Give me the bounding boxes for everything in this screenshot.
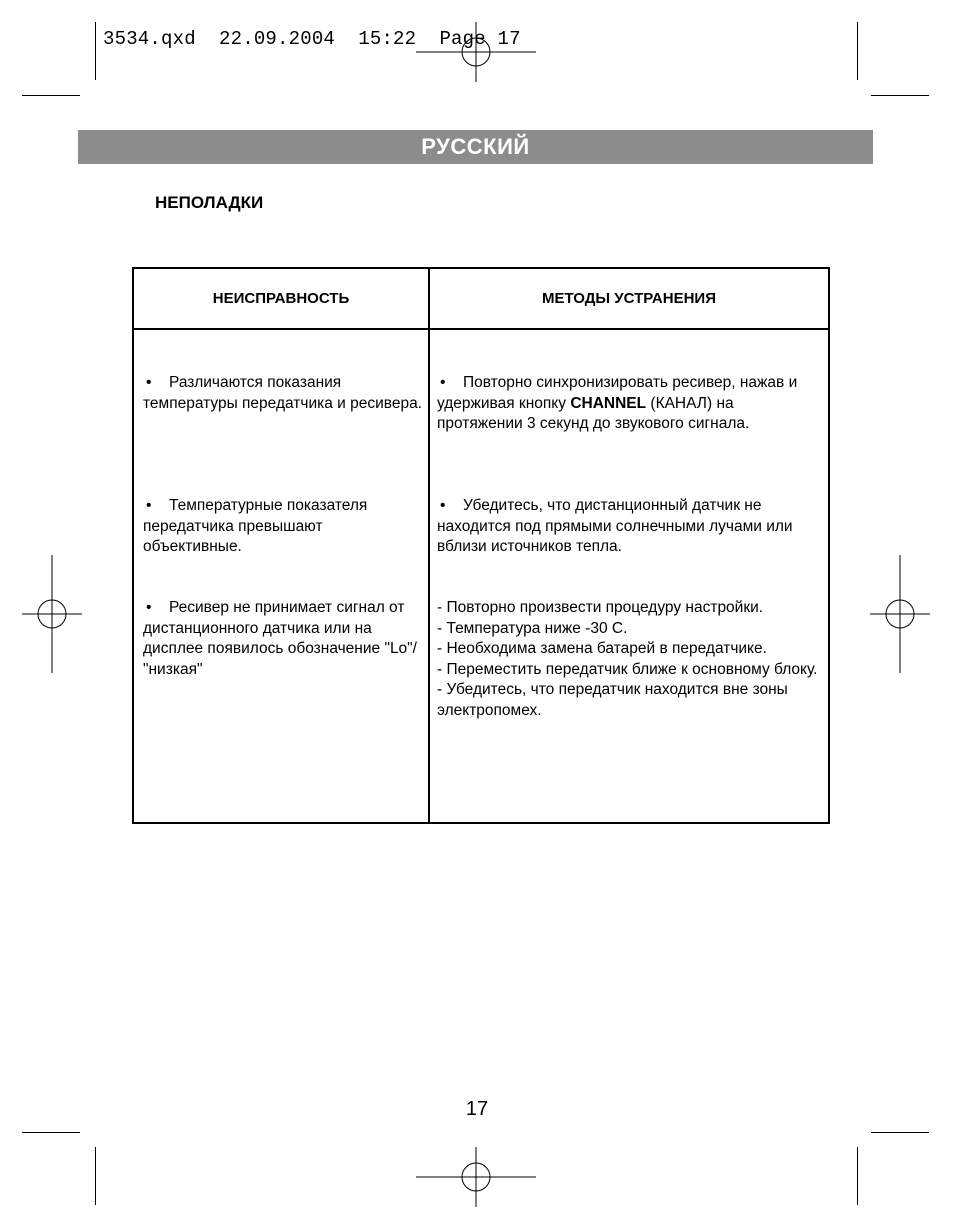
channel-button-name: CHANNEL xyxy=(570,394,647,412)
solution-item: - Необходима замена батарей в передатчике. xyxy=(437,640,767,657)
bullet: • xyxy=(440,374,446,391)
registration-mark-icon xyxy=(870,555,930,673)
solution-cell xyxy=(437,496,823,558)
problem-cell xyxy=(143,598,425,680)
language-header xyxy=(78,130,873,164)
print-slug: 3534.qxd 22.09.2004 15:22 Page 17 xyxy=(103,28,521,50)
crop-mark xyxy=(95,1147,96,1205)
bullet: • xyxy=(146,497,152,514)
solution-text: Убедитесь, что дистанционный датчик не находится под прямыми солнечными лучами или вблизи источников тепла. xyxy=(437,497,793,555)
crop-mark xyxy=(857,22,858,80)
crop-mark xyxy=(22,1132,80,1133)
header-divider xyxy=(134,328,828,330)
crop-mark xyxy=(22,95,80,96)
crop-mark xyxy=(871,1132,929,1133)
registration-mark-icon xyxy=(416,22,536,82)
problem-text: Температурные показателя передатчика превышают объективные. xyxy=(143,497,368,555)
page-number: 17 xyxy=(465,1098,489,1120)
solution-item: - Убедитесь, что передатчик находится вне зоны электропомех. xyxy=(437,681,788,719)
crop-mark xyxy=(871,95,929,96)
problem-cell xyxy=(143,496,425,558)
solution-cell xyxy=(437,373,823,435)
bullet: • xyxy=(440,497,446,514)
solution-text: Повторно синхронизировать ресивер, нажав и удерживая кнопку xyxy=(437,374,798,412)
header-solution: МЕТОДЫ УСТРАНЕНИЯ xyxy=(541,290,716,307)
solution-item: - Повторно произвести процедуру настройки. xyxy=(437,599,764,616)
section-title: НЕПОЛАДКИ xyxy=(155,193,264,212)
crop-mark xyxy=(95,22,96,80)
problem-cell xyxy=(143,373,425,414)
troubleshooting-table xyxy=(132,267,830,824)
column-divider xyxy=(428,269,430,822)
problem-text: Различаются показания температуры передатчика и ресивера. xyxy=(143,374,422,412)
crop-mark xyxy=(857,1147,858,1205)
solution-item: - Температура ниже -30 С. xyxy=(437,619,628,637)
bullet: • xyxy=(146,374,152,391)
registration-mark-icon xyxy=(416,1147,536,1207)
header-problem: НЕИСПРАВНОСТЬ xyxy=(212,290,350,307)
language-title: РУССКИЙ xyxy=(421,134,530,159)
solution-item: - Переместить передатчик ближе к основному блоку. xyxy=(437,660,818,678)
bullet: • xyxy=(146,599,152,616)
solution-list xyxy=(437,598,823,721)
solution-text: (КАНАЛ) на протяжении 3 секунд до звукового сигнала. xyxy=(437,394,750,432)
registration-mark-icon xyxy=(22,555,82,673)
problem-text: Ресивер не принимает сигнал от дистанционного датчика или на дисплее появилось обозначение "Lo"/ "низкая" xyxy=(143,599,417,678)
